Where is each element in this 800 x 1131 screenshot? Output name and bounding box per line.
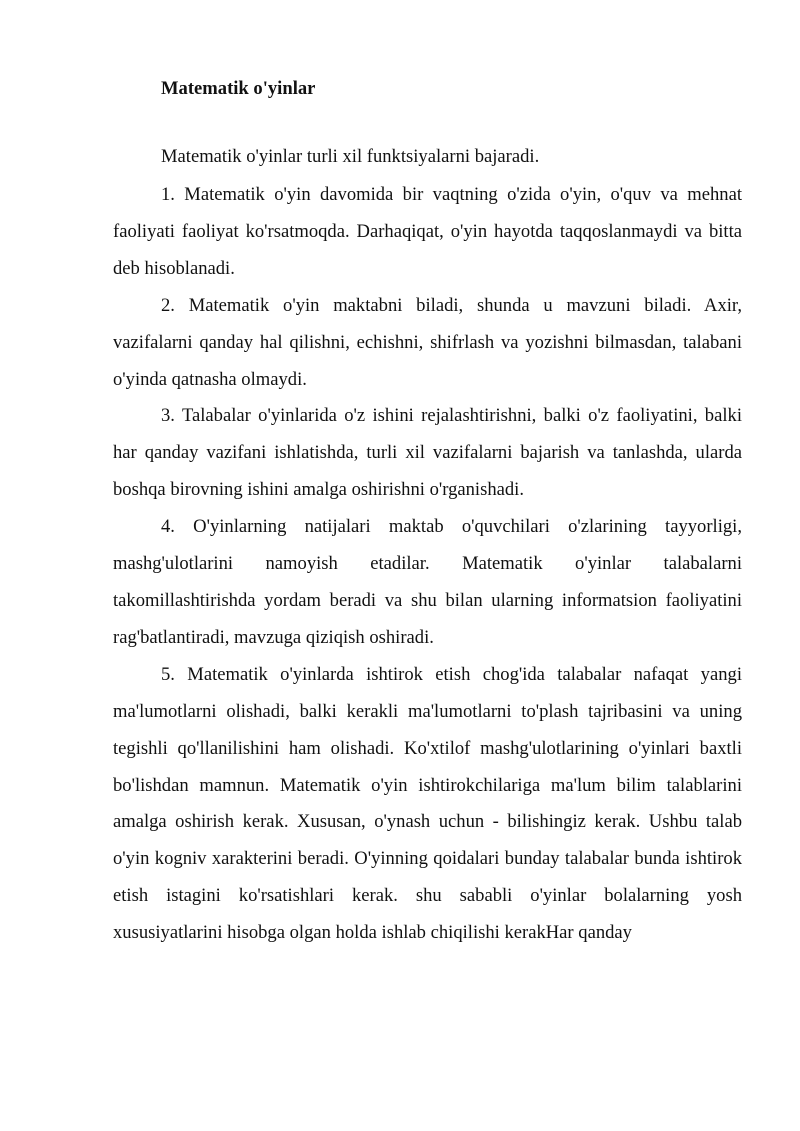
- intro-paragraph: Matematik o'yinlar turli xil funktsiyalarni bajaradi.: [161, 146, 540, 167]
- paragraph-3: 3. Talabalar o'yinlarida o'z ishini rejalashtirishni, balki o'z faoliyatini, balki har qanday vazifani ishlatishda, turli xil vazifalarni bajarish va tanlashda, ularda boshqa birovning ishini amalga oshirishni o'rganishadi.: [113, 405, 742, 501]
- paragraph-4: 4. O'yinlarning natijalari maktab o'quvchilari o'zlarining tayyorligi, mashg'ulotlarini namoyish etadilar. Matematik o'yinlar talabalarni takomillashtirishda yordam beradi va shu bilan ularning informatsion faoliyatini rag'batlantiradi, mavzuga qiziqish oshiradi.: [113, 516, 742, 648]
- paragraph-2: 2. Matematik o'yin maktabni biladi, shunda u mavzuni biladi. Axir, vazifalarni qanday hal qilishni, echishni, shifrlash va yozishni bilmasdan, talabani o'yinda qatnasha olmaydi.: [113, 294, 742, 390]
- document-title: Matematik o'yinlar: [161, 78, 316, 99]
- title-spacer: [113, 106, 742, 140]
- paragraph-5: 5. Matematik o'yinlarda ishtirok etish chog'ida talabalar nafaqat yangi ma'lumotlarni olishadi, balki kerakli ma'lumotlarni to'plash tajribasini va uning tegishli qo'llanilishini ham olishadi. Ko'xtilof mashg'ulotlarining o'yinlari baxtli bo'lishdan mamnun. Matematik o'yin ishtirokchilariga ma'lum bilim talablarini amalga oshirish kerak. Xususan, o'ynash uchun - bilishingiz kerak. Ushbu talab o'yin kogniv xarakterini beradi. O'yinning qoidalari bunday talabalar bunda ishtirok etish istagini ko'rsatishlari kerak. shu sababli o'yinlar bolalarning yosh xususiyatlarini hisobga olgan holda ishlab chiqilishi kerakHar qanday: [113, 663, 742, 944]
- paragraph-1: 1. Matematik o'yin davomida bir vaqtning o'zida o'yin, o'quv va mehnat faoliyati faoliyat ko'rsatmoqda. Darhaqiqat, o'yin hayotda taqqoslanmaydi va bitta deb hisoblanadi.: [113, 184, 742, 279]
- document-page: [113, 72, 742, 952]
